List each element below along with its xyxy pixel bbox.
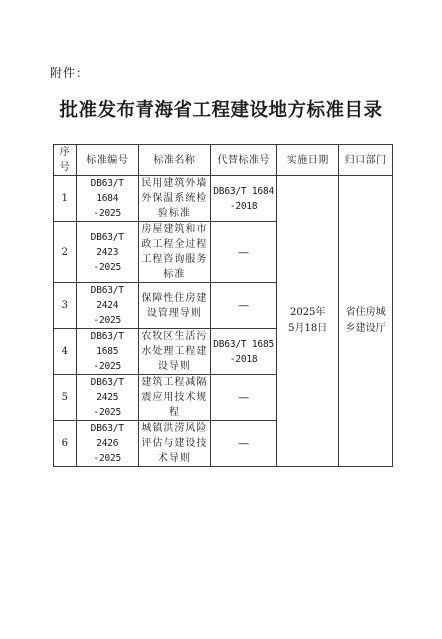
row-replaces <box>211 176 277 222</box>
row-seq: 4 <box>54 329 77 375</box>
row-replaces-line1: DB63/T 1685 <box>213 338 274 350</box>
standards-table <box>53 144 393 467</box>
table-header-row <box>54 145 393 176</box>
row-replaces <box>211 283 277 329</box>
row-name: 城镇洪涝风险评估与建设技术导则 <box>138 421 210 467</box>
row-name: 建筑工程减隔震应用技术规程 <box>138 375 210 421</box>
row-name: 房屋建筑和市政工程全过程工程咨询服务标准 <box>138 222 210 283</box>
row-code-line2: -2025 <box>93 261 122 273</box>
row-replaces-line1: — <box>238 299 250 312</box>
row-name: 民用建筑外墙外保温系统检验标准 <box>138 176 210 222</box>
row-seq: 6 <box>54 421 77 467</box>
row-replaces-line1: DB63/T 1684 <box>213 185 274 197</box>
department-line2: 乡建设厅 <box>345 323 386 334</box>
row-code-line2: -2025 <box>93 453 122 464</box>
row-code-line1: DB63/T 1685 <box>90 331 124 357</box>
row-replaces-line1: — <box>238 391 250 404</box>
row-replaces <box>211 421 277 467</box>
row-replaces-line2: -2018 <box>229 200 258 212</box>
attachment-label: 附件： <box>50 66 90 80</box>
row-replaces-line1: — <box>238 245 250 259</box>
effective-date-cell <box>277 176 339 467</box>
header-date: 实施日期 <box>277 145 339 176</box>
row-code <box>76 421 138 467</box>
row-code-line1: DB63/T 2424 <box>90 285 124 311</box>
row-replaces-line2: -2018 <box>229 353 258 365</box>
header-name: 标准名称 <box>138 145 210 176</box>
department-cell <box>339 176 393 467</box>
header-seq: 序号 <box>54 145 77 176</box>
row-name: 农牧区生活污水处理工程建设导则 <box>138 329 210 375</box>
row-seq: 2 <box>54 222 77 283</box>
row-replaces <box>211 375 277 421</box>
row-seq: 3 <box>54 283 77 329</box>
row-seq: 1 <box>54 176 77 222</box>
row-code <box>76 176 138 222</box>
row-code-line2: -2025 <box>93 407 122 418</box>
row-code-line1: DB63/T 2426 <box>90 423 124 449</box>
row-code <box>76 222 138 283</box>
header-code: 标准编号 <box>76 145 138 176</box>
row-code-line1: DB63/T 2425 <box>90 377 124 403</box>
row-code <box>76 375 138 421</box>
row-code <box>76 329 138 375</box>
row-code <box>76 283 138 329</box>
row-replaces <box>211 329 277 375</box>
effective-date-line2: 5月18日 <box>288 323 328 334</box>
header-dept: 归口部门 <box>339 145 393 176</box>
page-title: 批准发布青海省工程建设地方标准目录 <box>59 100 383 121</box>
table-row <box>54 176 393 222</box>
header-replaces: 代替标准号 <box>211 145 277 176</box>
department-line1: 省住房城 <box>345 307 386 318</box>
effective-date-line1: 2025年 <box>289 307 326 318</box>
row-code-line2: -2025 <box>93 315 122 326</box>
row-code-line1: DB63/T 1684 <box>90 178 124 204</box>
row-code-line2: -2025 <box>93 208 122 219</box>
row-seq: 5 <box>54 375 77 421</box>
row-code-line2: -2025 <box>93 361 122 372</box>
row-code-line1: DB63/T 2423 <box>90 231 124 258</box>
row-replaces <box>211 222 277 283</box>
row-replaces-line1: — <box>238 437 250 450</box>
row-name: 保障性住房建设管理导则 <box>138 283 210 329</box>
